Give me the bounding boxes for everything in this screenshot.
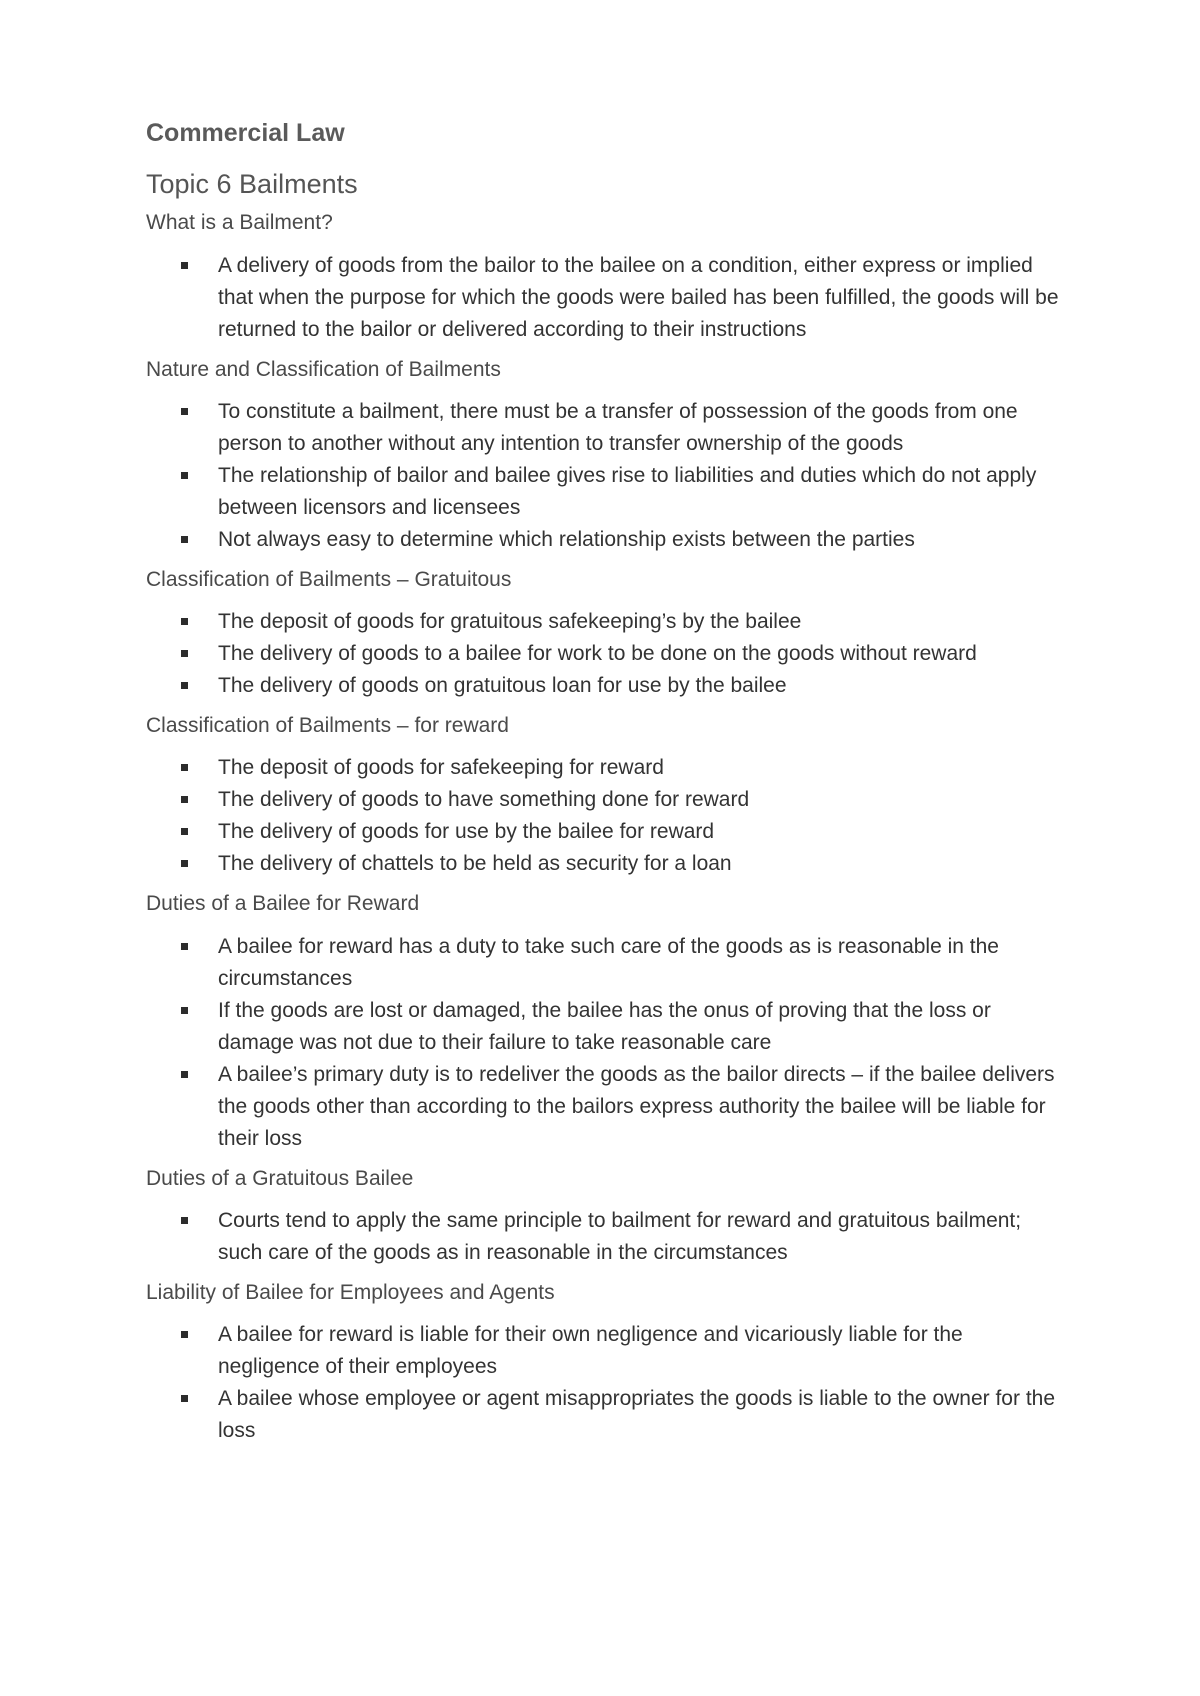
section: [146, 1166, 1066, 1269]
list-item: [218, 1319, 1066, 1383]
document-title: Commercial Law: [146, 119, 345, 147]
square-bullet-icon: [181, 1331, 188, 1338]
bullet-list: [146, 250, 1066, 346]
section-heading: Classification of Bailments – for reward: [146, 714, 509, 738]
list-item-text: The deposit of goods for gratuitous safekeeping’s by the bailee: [218, 610, 802, 634]
bullet-list: [146, 1205, 1066, 1269]
list-item: [218, 524, 1066, 556]
section: [146, 1280, 1066, 1447]
list-item: [218, 1205, 1066, 1269]
document-subtitle: Topic 6 Bailments: [146, 169, 358, 199]
section: [146, 713, 1066, 880]
section: [146, 567, 1066, 702]
list-item-text: The delivery of chattels to be held as security for a loan: [218, 852, 732, 876]
square-bullet-icon: [181, 764, 188, 771]
section-heading: Nature and Classification of Bailments: [146, 357, 501, 381]
square-bullet-icon: [181, 536, 188, 543]
list-item: [218, 752, 1066, 784]
section-heading: Liability of Bailee for Employees and Agents: [146, 1280, 555, 1304]
list-item-text: A bailee’s primary duty is to redeliver the goods as the bailor directs – if the bailee delivers the goods other than according to the bailors express authority the bailee will be liable for their loss: [218, 1062, 1055, 1150]
document-page: [146, 118, 1066, 1458]
section-heading: Duties of a Bailee for Reward: [146, 892, 420, 916]
section-heading: Duties of a Gratuitous Bailee: [146, 1166, 414, 1190]
square-bullet-icon: [181, 1007, 188, 1014]
list-item: [218, 250, 1066, 346]
list-item: [218, 848, 1066, 880]
list-item: [218, 460, 1066, 524]
list-item-text: If the goods are lost or damaged, the bailee has the onus of proving that the loss or damage was not due to their failure to take reasonable care: [218, 998, 991, 1054]
square-bullet-icon: [181, 828, 188, 835]
list-item-text: The deposit of goods for safekeeping for reward: [218, 756, 664, 780]
list-item: [218, 1383, 1066, 1447]
square-bullet-icon: [181, 943, 188, 950]
section: [146, 891, 1066, 1154]
list-item-text: The delivery of goods to a bailee for work to be done on the goods without reward: [218, 642, 977, 666]
bullet-list: [146, 606, 1066, 702]
list-item-text: Not always easy to determine which relationship exists between the parties: [218, 527, 915, 551]
section: [146, 357, 1066, 556]
list-item: [218, 606, 1066, 638]
section: [146, 210, 1066, 345]
square-bullet-icon: [181, 682, 188, 689]
square-bullet-icon: [181, 262, 188, 269]
square-bullet-icon: [181, 1217, 188, 1224]
section-heading: Classification of Bailments – Gratuitous: [146, 567, 512, 591]
bullet-list: [146, 1319, 1066, 1447]
list-item: [218, 995, 1066, 1059]
list-item: [218, 816, 1066, 848]
list-item-text: The relationship of bailor and bailee gives rise to liabilities and duties which do not apply between licensors and licensees: [218, 463, 1037, 519]
list-item-text: To constitute a bailment, there must be a transfer of possession of the goods from one person to another without any intention to transfer ownership of the goods: [218, 399, 1018, 455]
list-item-text: A bailee for reward has a duty to take such care of the goods as is reasonable in the circumstances: [218, 934, 999, 990]
square-bullet-icon: [181, 796, 188, 803]
square-bullet-icon: [181, 472, 188, 479]
list-item: [218, 1059, 1066, 1155]
list-item-text: The delivery of goods to have something done for reward: [218, 788, 750, 812]
list-item: [218, 931, 1066, 995]
square-bullet-icon: [181, 1071, 188, 1078]
list-item: [218, 670, 1066, 702]
square-bullet-icon: [181, 860, 188, 867]
square-bullet-icon: [181, 408, 188, 415]
list-item-text: Courts tend to apply the same principle to bailment for reward and gratuitous bailment; such care of the goods as in reasonable in the circumstances: [218, 1208, 1022, 1264]
list-item-text: A bailee for reward is liable for their own negligence and vicariously liable for the negligence of their employees: [218, 1323, 963, 1379]
list-item-text: A delivery of goods from the bailor to the bailee on a condition, either express or implied that when the purpose for which the goods were bailed has been fulfilled, the goods will be returned to the bailor or delivered according to their instructions: [218, 253, 1059, 341]
list-item-text: A bailee whose employee or agent misappropriates the goods is liable to the owner for the loss: [218, 1387, 1056, 1443]
list-item: [218, 784, 1066, 816]
document-body: [146, 210, 1066, 1447]
section-heading: What is a Bailment?: [146, 211, 333, 235]
list-item-text: The delivery of goods for use by the bailee for reward: [218, 820, 715, 844]
square-bullet-icon: [181, 618, 188, 625]
square-bullet-icon: [181, 650, 188, 657]
bullet-list: [146, 931, 1066, 1155]
bullet-list: [146, 752, 1066, 880]
list-item-text: The delivery of goods on gratuitous loan for use by the bailee: [218, 674, 787, 698]
square-bullet-icon: [181, 1395, 188, 1402]
bullet-list: [146, 396, 1066, 556]
list-item: [218, 638, 1066, 670]
list-item: [218, 396, 1066, 460]
